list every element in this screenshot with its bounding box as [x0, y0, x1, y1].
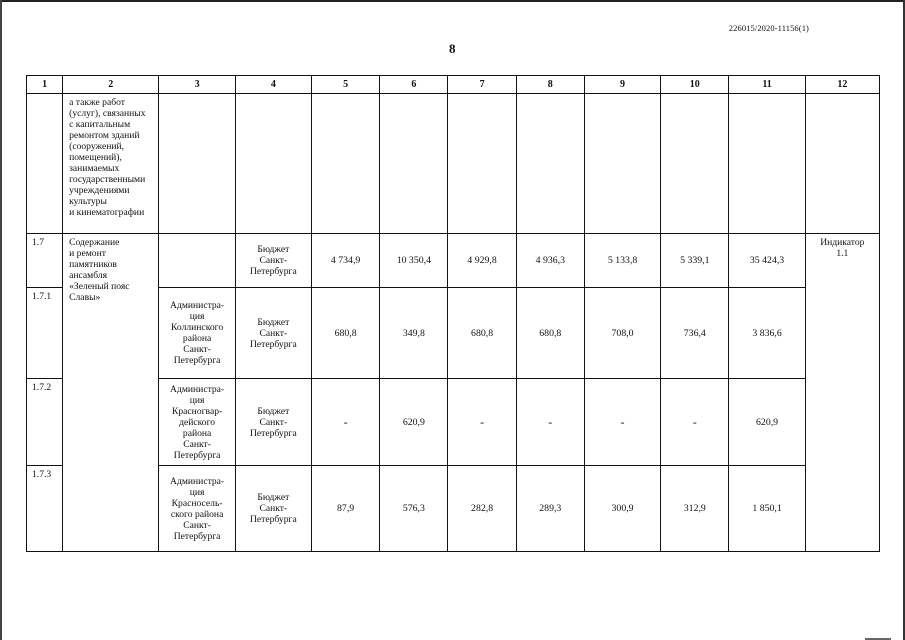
description-line: ансамбля: [69, 270, 108, 281]
funding-line: Бюджет: [257, 316, 290, 328]
indicator-line: 1.1: [836, 248, 849, 259]
executor-line: ция: [189, 311, 205, 322]
description-line: занимаемых: [69, 163, 120, 174]
funding-line: Санкт-: [259, 416, 288, 428]
value-cell: 282,8: [448, 466, 516, 552]
column-header: 9: [584, 76, 660, 94]
funding-line: Петербурга: [249, 427, 297, 439]
value-cell: 4 936,3: [516, 234, 584, 288]
executor-line: Санкт-: [183, 344, 211, 355]
description-line: (сооружений,: [69, 141, 125, 152]
executor-line: Администра-: [170, 383, 225, 395]
value-cell: 4 929,8: [448, 234, 516, 288]
row-number: 1.7.3: [27, 466, 63, 552]
description-line: и ремонт: [69, 248, 106, 259]
value-cell: 680,8: [311, 288, 379, 379]
value-cell: 4 734,9: [311, 234, 379, 288]
description-line: учреждениями: [69, 185, 130, 196]
funding-line: Петербурга: [249, 338, 297, 350]
funding-line: Петербурга: [249, 514, 297, 525]
value-cell: 10 350,4: [380, 234, 448, 288]
executor-line: района: [182, 333, 212, 344]
column-header: 8: [516, 76, 584, 94]
funding-line: Бюджет: [257, 244, 290, 255]
funding-line: Санкт-: [259, 503, 288, 514]
executor-line: дейского: [179, 416, 216, 428]
table-header-row: [27, 76, 880, 94]
value-cell: 5 339,1: [661, 234, 729, 288]
executor-cell: [159, 288, 235, 379]
executor-line: Красногвар-: [171, 405, 223, 417]
value-cell: 300,9: [584, 466, 660, 552]
page-number: 8: [449, 41, 456, 56]
value-cell: 289,3: [516, 466, 584, 552]
total-cell: 1 850,1: [729, 466, 805, 552]
funding-source-cell: [235, 288, 311, 379]
description-line: Содержание: [69, 237, 120, 248]
funding-line: Бюджет: [257, 492, 290, 503]
row-number: 1.7.1: [27, 288, 63, 379]
table-row-1-7: [27, 234, 880, 288]
row-number-cell: [27, 94, 63, 234]
value-cell: 620,9: [380, 379, 448, 466]
description-line: с капитальным: [69, 119, 131, 130]
total-cell: 620,9: [729, 379, 805, 466]
value-cell: -: [516, 379, 584, 466]
column-header: 5: [311, 76, 379, 94]
description-line: помещений),: [69, 152, 122, 163]
value-cell: 708,0: [584, 288, 660, 379]
executor-line: Администра-: [170, 300, 225, 311]
value-cell: 312,9: [661, 466, 729, 552]
executor-line: Петербурга: [173, 449, 221, 461]
executor-line: Красносель-: [171, 497, 223, 509]
funding-line: Петербурга: [249, 266, 297, 277]
total-cell: 3 836,6: [729, 288, 805, 379]
scan-border-left: [0, 0, 2, 640]
row-number: 1.7.2: [27, 379, 63, 466]
column-header: 12: [805, 76, 879, 94]
value-cell: -: [584, 379, 660, 466]
indicator-line: Индикатор: [820, 237, 865, 248]
value-cell: 349,8: [380, 288, 448, 379]
row-number: 1.7: [27, 234, 63, 288]
executor-cell: [159, 379, 235, 466]
funding-source-cell: [235, 379, 311, 466]
executor-line: Администра-: [170, 475, 225, 487]
executor-line: Коллинского: [171, 322, 224, 333]
description-line: ремонтом зданий: [69, 130, 140, 141]
description-line: и кинематографии: [69, 207, 145, 218]
value-cell: -: [311, 379, 379, 466]
executor-cell: [159, 466, 235, 552]
executor-line: ция: [189, 394, 205, 406]
column-header: 3: [159, 76, 235, 94]
executor-line: района: [182, 427, 212, 439]
executor-line: Санкт-: [183, 519, 211, 531]
executor-line: Петербурга: [173, 530, 221, 542]
column-header: 1: [27, 76, 63, 94]
indicator-cell: [805, 234, 879, 552]
column-header: 11: [729, 76, 805, 94]
description-cell: [63, 94, 159, 234]
executor-cell: [159, 234, 235, 288]
executor-line: Санкт-: [183, 438, 211, 450]
value-cell: 5 133,8: [584, 234, 660, 288]
funding-line: Санкт-: [259, 327, 288, 339]
description-line: (услуг), связанных: [69, 108, 146, 119]
value-cell: 680,8: [448, 288, 516, 379]
value-cell: -: [448, 379, 516, 466]
scan-border-top: [0, 0, 905, 2]
description-line: Славы»: [69, 292, 101, 303]
description-line: «Зеленый пояс: [69, 281, 130, 292]
executor-line: ция: [189, 486, 205, 498]
funding-source-cell: [235, 466, 311, 552]
executor-line: Петербурга: [173, 355, 221, 366]
column-header: 10: [661, 76, 729, 94]
table-row-continuation: [27, 94, 880, 234]
total-cell: 35 424,3: [729, 234, 805, 288]
funding-line: Бюджет: [257, 405, 290, 417]
program-table: [26, 75, 880, 552]
description-line: а также работ: [69, 97, 125, 108]
document-number: 226015/2020-11156(1): [728, 23, 809, 33]
value-cell: -: [661, 379, 729, 466]
description-line: государственными: [69, 174, 146, 185]
executor-line: ского района: [170, 508, 224, 520]
column-header: 2: [63, 76, 159, 94]
funding-source-cell: [235, 234, 311, 288]
value-cell: 680,8: [516, 288, 584, 379]
column-header: 7: [448, 76, 516, 94]
column-header: 4: [235, 76, 311, 94]
description-cell: [63, 234, 159, 552]
funding-line: Санкт-: [259, 255, 288, 266]
description-line: памятников: [69, 259, 117, 270]
description-line: культуры: [69, 196, 107, 207]
column-header: 6: [380, 76, 448, 94]
value-cell: 736,4: [661, 288, 729, 379]
value-cell: 87,9: [311, 466, 379, 552]
value-cell: 576,3: [380, 466, 448, 552]
